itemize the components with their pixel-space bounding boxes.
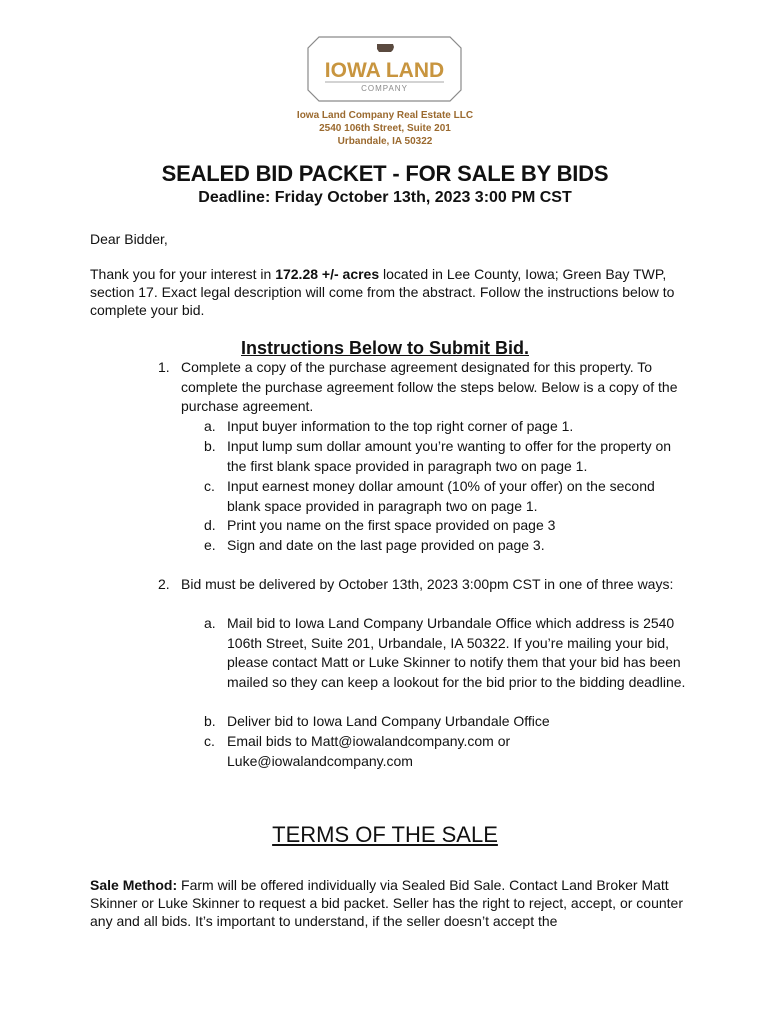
step-1-text: Complete a copy of the purchase agreement designated for this property. To complete the purchase agreement follow the steps below. Below is a copy of the purchase agreement.	[181, 359, 678, 414]
sub-letter: c.	[204, 478, 215, 494]
instructions-heading: Instructions Below to Submit Bid.	[241, 338, 529, 358]
company-city: Urbandale, IA 50322	[337, 136, 433, 147]
logo-name: IOWA LAND	[324, 59, 445, 82]
sub-letter: d.	[204, 517, 216, 533]
deadline: Deadline: Friday October 13th, 2023 3:00 PM CST	[198, 189, 572, 206]
step-1c-text: Input earnest money dollar amount (10% of your offer) on the second blank space provided in paragraph two on page 1.	[227, 478, 655, 514]
step-number: 2.	[158, 576, 170, 592]
sale-method-paragraph	[90, 876, 690, 930]
acreage: 172.28 +/- acres	[275, 266, 380, 282]
intro-paragraph	[90, 265, 690, 319]
step-1e-text: Sign and date on the last page provided on page 3.	[227, 537, 545, 553]
sale-method-text: Farm will be offered individually via Sealed Bid Sale. Contact Land Broker Matt Skinner or Luke Skinner to request a bid packet. Seller has the right to reject, accept, or counter any and all bids. It’s important to understand, if the seller doesn’t accept the	[90, 877, 683, 929]
step-1d-text: Print you name on the first space provided on page 3	[227, 517, 556, 533]
company-street: 2540 106th Street, Suite 201	[319, 123, 451, 134]
intro-pre: Thank you for your interest in	[90, 266, 276, 282]
sub-letter: a.	[204, 615, 216, 631]
greeting: Dear Bidder,	[90, 231, 168, 247]
sub-letter: e.	[204, 537, 216, 553]
step-number: 1.	[158, 359, 170, 375]
step-2a-text: Mail bid to Iowa Land Company Urbandale Office which address is 2540 106th Street, Suite 201, Urbandale, IA 50322. If you’re mailing your bid, please contact Matt or Luke Skinner to notify them that your bid has been mailed so they can keep a lookout for the bid prior to the bidding deadline.	[227, 615, 686, 690]
step-2b-text: Deliver bid to Iowa Land Company Urbandale Office	[227, 713, 550, 729]
step-1a-text: Input buyer information to the top right corner of page 1.	[227, 418, 574, 434]
sub-letter: c.	[204, 733, 215, 749]
sub-letter: b.	[204, 438, 216, 454]
sub-letter: a.	[204, 418, 216, 434]
intro-post: located in Lee County, Iowa; Green Bay TWP, section 17. Exact legal description will come from the abstract. Follow the instructions below to complete your bid.	[90, 266, 675, 318]
iowa-land-logo-icon	[307, 36, 462, 102]
logo-sub: COMPANY	[361, 84, 408, 93]
sale-method-label: Sale Method:	[90, 877, 178, 893]
step-1b-text: Input lump sum dollar amount you’re wanting to offer for the property on the first blank space provided in paragraph two on page 1.	[227, 438, 672, 474]
page-title: SEALED BID PACKET - FOR SALE BY BIDS	[161, 161, 609, 186]
terms-heading: TERMS OF THE SALE	[272, 822, 498, 847]
step-2-text: Bid must be delivered by October 13th, 2023 3:00pm CST in one of three ways:	[181, 576, 674, 592]
step-2c-text: Email bids to Matt@iowalandcompany.com or Luke@iowalandcompany.com	[227, 733, 511, 769]
company-name: Iowa Land Company Real Estate LLC	[296, 110, 474, 121]
sub-letter: b.	[204, 713, 216, 729]
company-logo	[307, 36, 462, 102]
